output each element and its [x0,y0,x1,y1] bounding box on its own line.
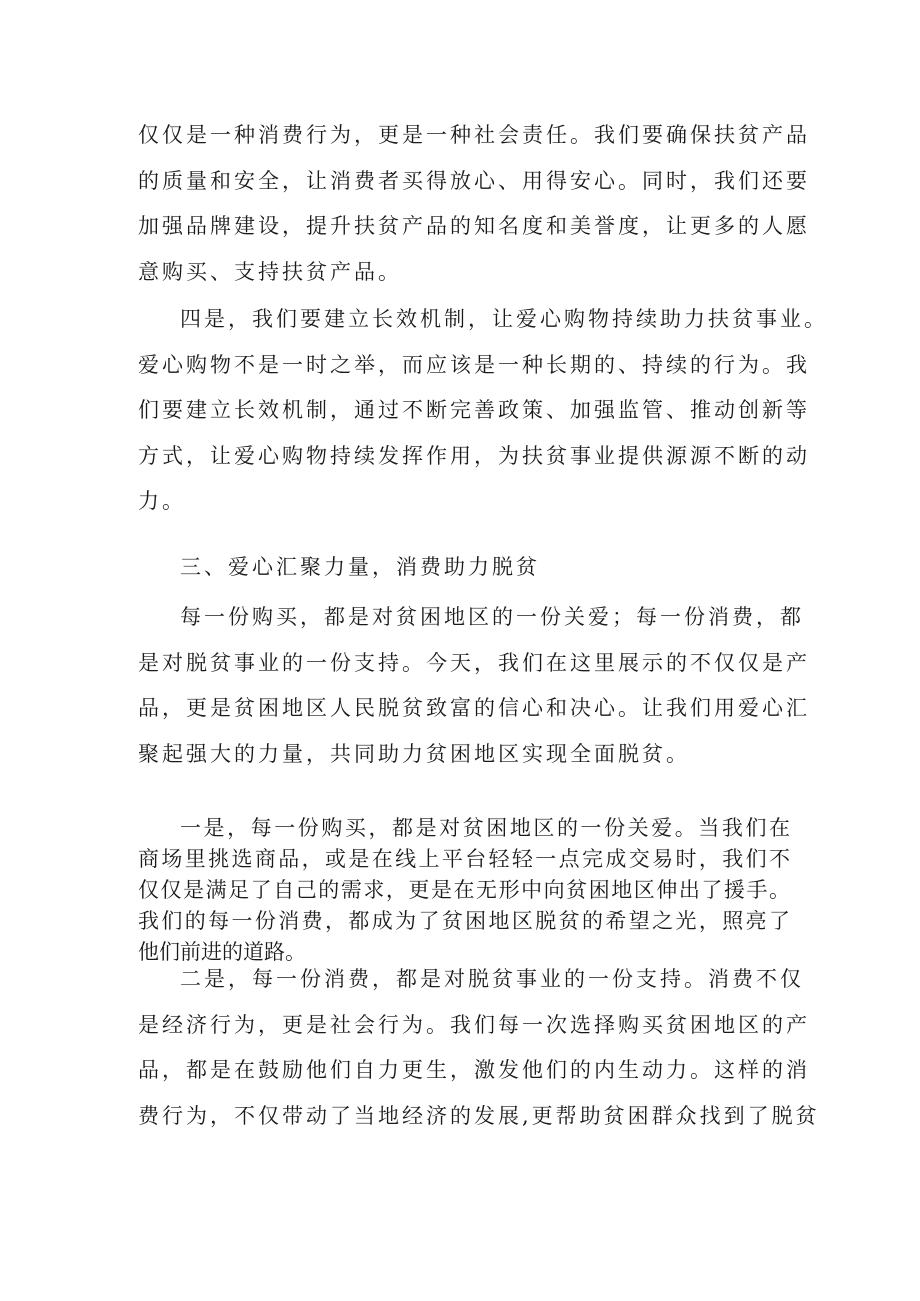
text-line: 聚起强大的力量，共同助力贫困地区实现全面脱贫。 [138,741,690,766]
paragraph-6 [138,957,820,1139]
text-line: 方式，让爱心购物持续发挥作用，为扶贫事业提供源源不断的动 [138,443,810,468]
text-line: 的质量和安全，让消费者买得放心、用得安心。同时，我们还要 [138,168,810,193]
text-line: 品，都是在鼓励他们自力更生，激发他们的内生动力。这样的消 [138,1058,810,1082]
text-line: 二是，每一份消费，都是对脱贫事业的一份支持。消费不仅 [180,967,804,991]
text-line: 是经济行为，更是社会行为。我们每一次选择购买贫困地区的产 [138,1012,810,1037]
paragraph-4 [138,595,810,777]
text-line: 仅仅是一种消费行为，更是一种社会责任。我们要确保扶贫产品 [138,123,810,147]
text-line: 仅仅是满足了自己的需求，更是在无形中向贫困地区伸出了援手。 [138,878,790,902]
heading-text: 三、爱心汇聚力量，消费助力脱贫 [180,555,540,579]
text-line: 力。 [138,489,186,513]
text-line: 一是，每一份购买，都是对贫困地区的一份关爱。当我们在 [180,816,790,840]
paragraph-1 [138,113,810,295]
text-line: 每一份购买，都是对贫困地区的一份关爱；每一份消费，都 [180,605,804,629]
text-line: 爱心购物不是一时之举，而应该是一种长期的、持续的行为。我 [138,352,810,377]
paragraph-5 [138,813,790,968]
text-line: 费行为，不仅带动了当地经济的发展,更帮助贫困群众找到了脱贫 [138,1103,820,1128]
paragraph-2 [138,297,828,525]
section-heading [138,545,790,591]
text-line: 品，更是贫困地区人民脱贫致富的信心和决心。让我们用爱心汇 [138,696,810,720]
text-line: 四是，我们要建立长效机制，让爱心购物持续助力扶贫事业。 [180,307,828,331]
text-line: 意购买、支持扶贫产品。 [138,259,402,284]
text-line: 是对脱贫事业的一份支持。今天，我们在这里展示的不仅仅是产 [138,650,810,675]
text-line: 商场里挑选商品，或是在线上平台轻轻一点完成交易时，我们不 [138,847,790,871]
text-line: 加强品牌建设，提升扶贫产品的知名度和美誉度，让更多的人愿 [138,214,810,238]
text-line: 们要建立长效机制，通过不断完善政策、加强监管、推动创新等 [138,398,810,422]
text-line: 他们前进的道路。 [138,940,306,964]
text-line: 我们的每一份消费，都成为了贫困地区脱贫的希望之光，照亮了 [138,909,790,933]
